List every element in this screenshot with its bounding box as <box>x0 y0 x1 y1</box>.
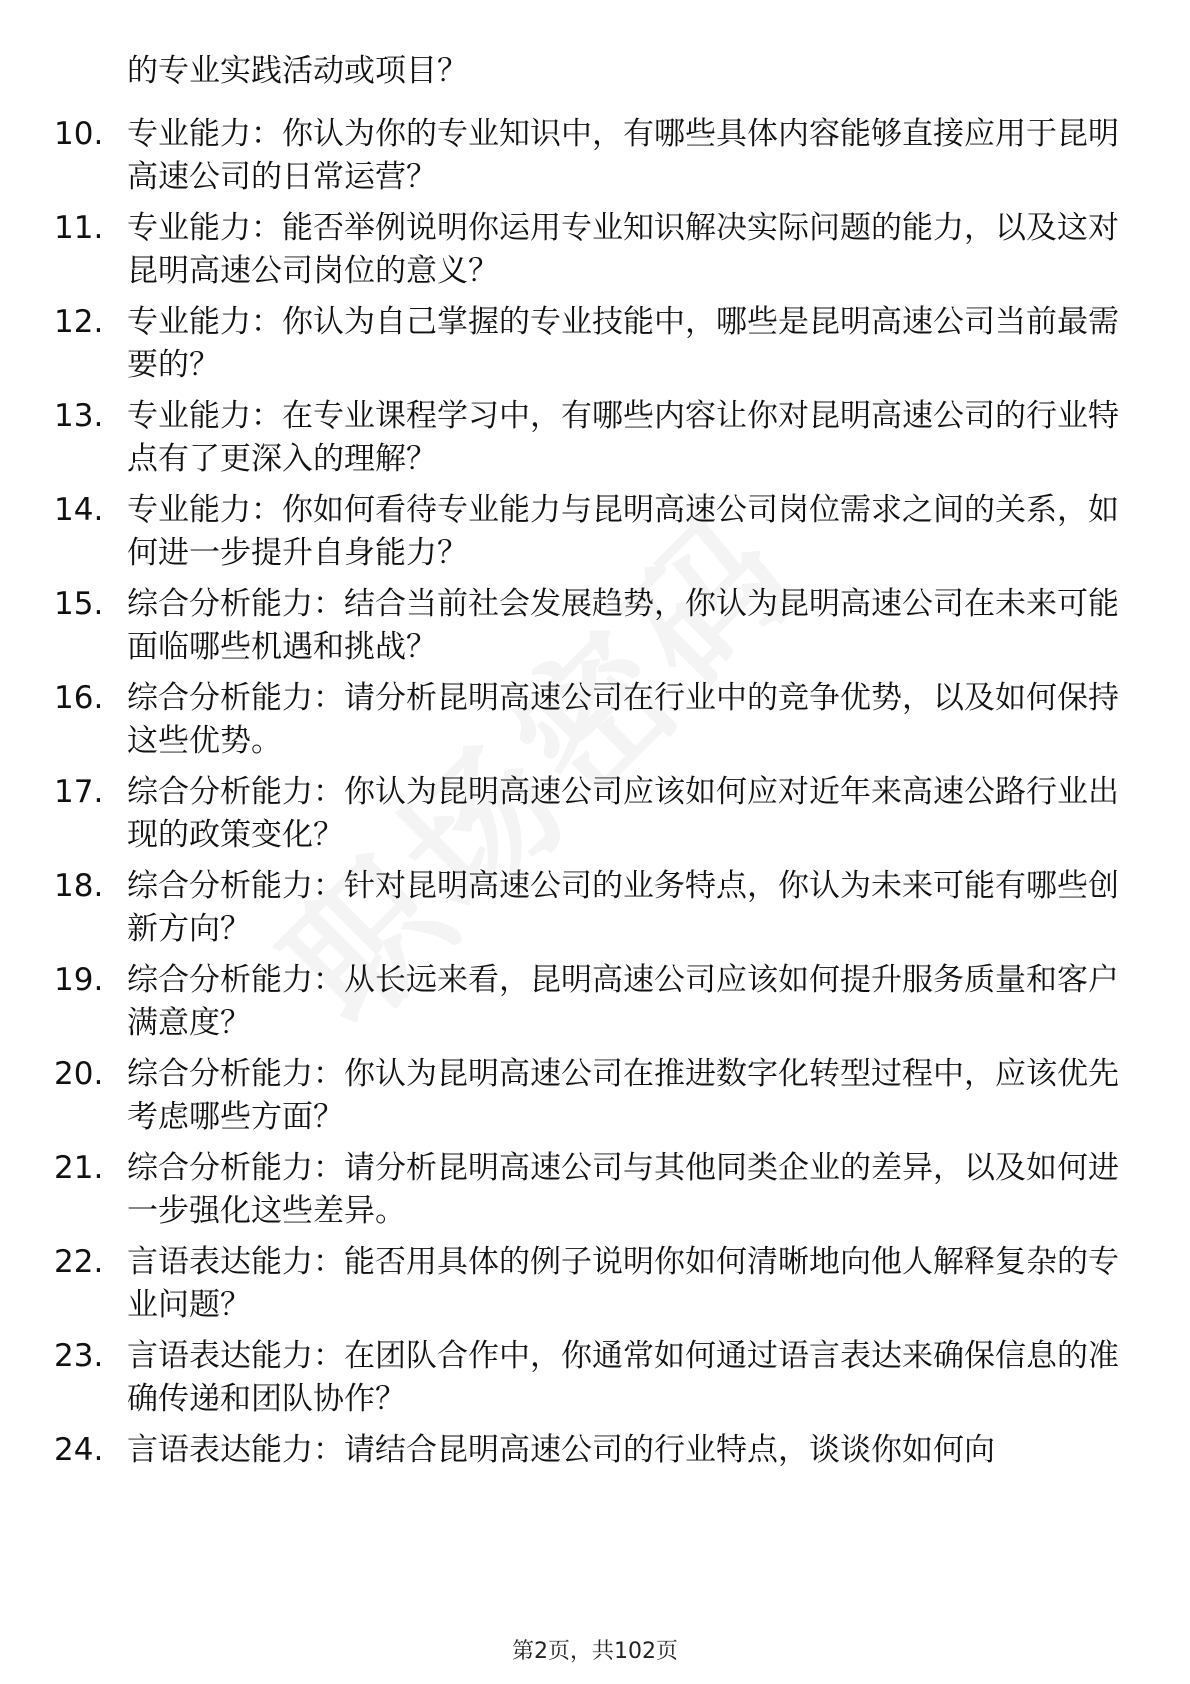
question-number: 17. <box>54 774 104 810</box>
question-number: 10. <box>54 116 104 152</box>
question-number: 14. <box>54 492 104 528</box>
question-number: 19. <box>54 962 104 998</box>
question-item <box>54 677 1144 771</box>
question-text: 专业能力：你如何看待专业能力与昆明高速公司岗位需求之间的关系，如何进一步提升自身能力？ <box>127 492 1119 571</box>
question-item <box>54 1241 1144 1335</box>
question-number: 13. <box>54 398 104 434</box>
question-item <box>54 1147 1144 1241</box>
question-list <box>54 113 1144 1523</box>
question-item <box>54 207 1144 301</box>
question-item <box>54 395 1144 489</box>
question-text: 专业能力：你认为你的专业知识中，有哪些具体内容能够直接应用于昆明高速公司的日常运营？ <box>127 116 1119 195</box>
question-item <box>54 865 1144 959</box>
question-number: 16. <box>54 680 104 716</box>
question-number: 20. <box>54 1056 104 1092</box>
question-item <box>54 1053 1144 1147</box>
question-text: 专业能力：你认为自己掌握的专业技能中，哪些是昆明高速公司当前最需要的？ <box>127 304 1119 383</box>
question-item <box>54 771 1144 865</box>
question-text: 言语表达能力：能否用具体的例子说明你如何清晰地向他人解释复杂的专业问题？ <box>127 1244 1119 1323</box>
page-footer: 第2页，共102页 <box>512 1639 678 1664</box>
question-number: 21. <box>54 1150 104 1186</box>
question-item <box>54 113 1144 207</box>
question-item <box>54 1335 1144 1429</box>
question-text: 专业能力：在专业课程学习中，有哪些内容让你对昆明高速公司的行业特点有了更深入的理解？ <box>127 398 1119 477</box>
question-text: 言语表达能力：请结合昆明高速公司的行业特点，谈谈你如何向 <box>127 1432 995 1468</box>
question-number: 23. <box>54 1338 104 1374</box>
question-number: 24. <box>54 1432 104 1468</box>
question-text: 专业能力：能否举例说明你运用专业知识解决实际问题的能力，以及这对昆明高速公司岗位的意义？ <box>127 210 1119 289</box>
question-number: 22. <box>54 1244 104 1280</box>
question-text: 综合分析能力：从长远来看，昆明高速公司应该如何提升服务质量和客户满意度？ <box>127 962 1119 1041</box>
question-number: 15. <box>54 586 104 622</box>
question-text: 综合分析能力：针对昆明高速公司的业务特点，你认为未来可能有哪些创新方向？ <box>127 868 1119 947</box>
question-text: 综合分析能力：结合当前社会发展趋势，你认为昆明高速公司在未来可能面临哪些机遇和挑战？ <box>127 586 1119 665</box>
question-text: 综合分析能力：请分析昆明高速公司在行业中的竞争优势，以及如何保持这些优势。 <box>127 680 1119 759</box>
continued-question-text: 的专业实践活动或项目？ <box>127 53 468 89</box>
question-text: 综合分析能力：请分析昆明高速公司与其他同类企业的差异，以及如何进一步强化这些差异。 <box>127 1150 1119 1229</box>
question-text: 综合分析能力：你认为昆明高速公司在推进数字化转型过程中，应该优先考虑哪些方面？ <box>127 1056 1119 1135</box>
question-item <box>54 959 1144 1053</box>
question-item <box>54 489 1144 583</box>
question-text: 综合分析能力：你认为昆明高速公司应该如何应对近年来高速公路行业出现的政策变化？ <box>127 774 1119 853</box>
question-number: 18. <box>54 868 104 904</box>
question-item <box>54 1429 1144 1523</box>
question-text: 言语表达能力：在团队合作中，你通常如何通过语言表达来确保信息的准确传递和团队协作？ <box>127 1338 1119 1417</box>
question-item <box>54 301 1144 395</box>
question-number: 11. <box>54 210 104 246</box>
question-number: 12. <box>54 304 104 340</box>
question-item <box>54 583 1144 677</box>
